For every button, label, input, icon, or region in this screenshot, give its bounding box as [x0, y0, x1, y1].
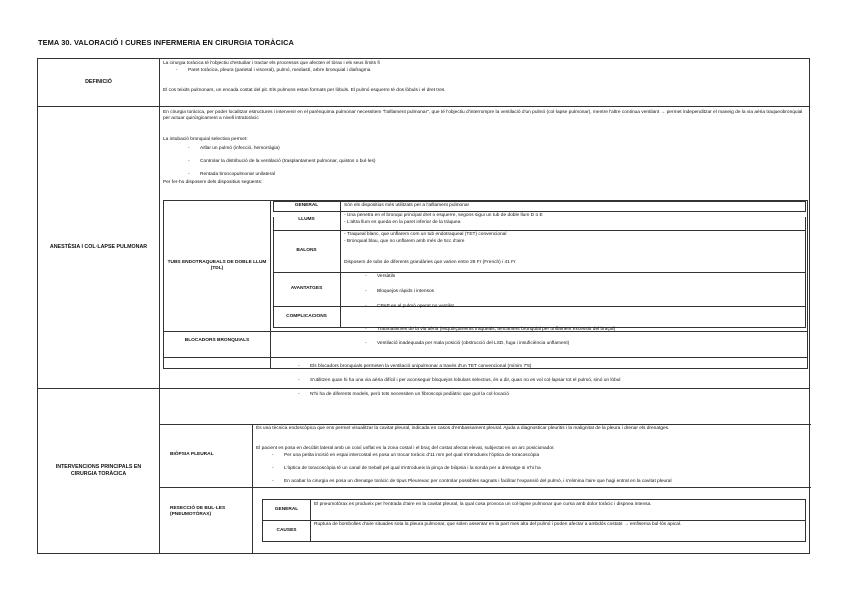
list-item: - En acabar la cirurgia es posa un drenatge toràcic de tipus Pleurevac per controlar possibles sagnats i facilitar l'expansió del pulmó, i s'elimina l'aire que hagi entrat en la cavitat pleural [266, 479, 823, 485]
row-llums-line: - Una penetra en el bronqui principal dret o esquerre, segons sigui un tub de doble llum D o E [344, 213, 543, 218]
label-text: COMPLICACIONS [286, 313, 327, 319]
page-title: TEMA 30. VALORACIÓ I CURES INFERMERIA EN CIRURGIA TORÀCICA [38, 38, 294, 47]
resseccio-causes-text: Ruptura de bombolles d'aire situades sota la pleura pulmonar, que solen assentar en la part mes alta del pulmó i poden afectar a ambdós costats → emfisema bul·lós apical. [314, 522, 682, 527]
section-label-intervencions [38, 389, 160, 553]
label-text: CAUSES [276, 527, 297, 533]
definicio-line2: El cos teixits pulmonars, un encada costat del pit. Els pulmons estan formats per lòbuls. El pulmó esquerre té dos lòbuls i el dret tres. [163, 88, 446, 93]
row-llums-line: - L'altra llum es queda en la paret inferior de la tràquea [344, 220, 461, 225]
biopsia-posicio: El pacient es posa en decúbit lateral amb un coixí unflat en la zona costal i el braç del costat afectat elevat, subjectat en un arc posicionador. [256, 446, 555, 451]
row-complicacions-line: - Traumatismes de la via aèria (esquinçaments traqueals, tencament bronquial per unflament excessiu del braçal) [359, 327, 848, 333]
label-text: INTERVENCIONS PRINCIPALS EN CIRURGIA TORÀCICA [55, 463, 142, 477]
label-text: BIÒPSIA PLEURAL [170, 452, 214, 458]
blocadors-label [164, 331, 270, 351]
blocadors-line: - N'hi ha de diferents models, però tots necessiten un fibroscopi pediàtric que guiï la col·locació [292, 392, 848, 398]
definicio-line1: La cirurgia toràcica té l'objectiu d'estudiar i tractar els processos que afecten el tòrax i els seus límits fi [163, 61, 380, 66]
row-label-causes [263, 520, 310, 542]
list-item: - Rentada broncopulmonar unilateral [182, 172, 831, 178]
tdl-label [164, 201, 270, 331]
label-text: DEFINICIÓ [85, 78, 112, 85]
label-text: LLUMS [298, 217, 315, 223]
label-text: RESECCIÓ DE BUL·LES (PNEUMOTÒRAX) [170, 505, 226, 517]
row-general-text: Són els dispositius més utilitzats per a l'aïllament pulmonar [344, 203, 470, 208]
section-label-definicio [38, 59, 160, 106]
label-text: AVANTATGES [290, 285, 323, 291]
list-item: - Controlar la distribució de la ventilació (trasplantament pulmonar, quistos o bul·les) [182, 159, 831, 165]
resseccio-label [160, 487, 262, 537]
anestesia-permet: La intubació bronquial selectiva permet: [163, 137, 248, 142]
section-definicio [37, 58, 810, 107]
row-label-llums [273, 211, 340, 230]
tdl-table [163, 200, 808, 398]
label-text: BLOCADORS BRONQUIALS [184, 337, 250, 343]
row-label-general [263, 500, 310, 520]
blocadors-line: - Els blocadors bronquials permeten la ventilació unipulmonar a través d'un TET convencional (mínim 7'5) [292, 364, 848, 370]
anestesia-dispositius: Per fer-ho disposem dels dispositius següents: [163, 180, 263, 185]
label-text: GENERAL [294, 202, 319, 208]
row-avantatges-line: - CPAP en el pulmó operat no ventilat [359, 304, 848, 310]
label-text: ANESTÈSIA I COL·LAPSE PULMONAR [49, 243, 148, 250]
label-text: GENERAL [274, 506, 299, 512]
row-avantatges-line: - Bloquejos ràpids i intensos [359, 289, 848, 295]
section-label-anestesia [38, 107, 160, 388]
row-label-balons [273, 230, 340, 272]
row-balons-line: - Bronquial blau, que no unflarem amb més de 5cc d'aire [344, 239, 465, 244]
biopsia-label [160, 424, 262, 487]
label-text: BALONS [296, 247, 317, 253]
section-intervencions [37, 388, 810, 554]
row-avantatges-line: - Versàtils [359, 274, 848, 280]
anestesia-intro: En cirurgia toràcica, per poder localitzar estructures i intervenir en el parènquima pulmonar necessitem "l'aïllament pulmonar", que té l'objectiu d'interrompre la ventilació d'un pulmó (col·lapse pulmonar), mentre l'altre continua ventilant → permet independitzar el maneig de la via aèria traqueobronquial per actuar quirúrgicament a nivell intratoràcic [163, 110, 803, 122]
row-label-general [273, 201, 340, 211]
biopsia-intro: És una tècnica endoscòpica que ens permet visualitzar la cavitat pleural, indicada en casos d'embassament pleural. Ajuda a diagnosticar pleuritis i la malignitat de la pleura i drenar els drenatges. [256, 426, 670, 431]
row-label-complicacions [273, 306, 340, 328]
list-item: - Per una petita incisió en espai intercostal es posa un trocar toràcic d'11 mm pel qual s'introdueix l'òptica de toracoscòpia [266, 453, 848, 459]
blocadors-line: - S'utilitzen quan hi ha una via aèria difícil i per aconseguir bloquejos lobulars selectius, és a dir, quan no es vol col·lapsar tot el pulmó, sinó un lòbul [292, 378, 848, 384]
resseccio-general-text: El pneumotòrax es produeix per l'entrada d'aire en la cavitat pleural, la qual cosa provoca un col·lapse pulmonar que cursa amb dolor toràcic i dispnea intensa. [314, 502, 652, 507]
section-anestesia [37, 106, 810, 398]
row-balons-extra: Disposem de tubs de diferents grandàries que varien entre 28 Fr (French) i 41 Fr [344, 260, 516, 265]
label-text: TUBS ENDOTRAQUEALS DE DOBLE LLUM (TDL) [167, 259, 267, 271]
definicio-bullet: - Paret toràcica, pleura (parietal i visceral), pulmó, mediastí, arbre bronquial i diafragma [170, 68, 819, 74]
row-label-avantatges [273, 272, 340, 306]
row-balons-line: - Traqueal blanc, que unflarem com un tub endotraqueal (TET) convencional [344, 232, 507, 237]
list-item: - Aïllar un pulmó (infecció, hemorràgia) [182, 146, 831, 152]
resseccio-table [262, 499, 806, 542]
row-complicacions-line: - Ventilació inadequada per mala posició (obstrucció del LSD, fuga i insuficiència unflament) [359, 341, 848, 347]
list-item: - L'òptica de toracoscòpia té un canal de treball pel qual s'introdueix la pinça de biòpsia i la sonda per a drenatge si n'hi ha [266, 466, 848, 472]
